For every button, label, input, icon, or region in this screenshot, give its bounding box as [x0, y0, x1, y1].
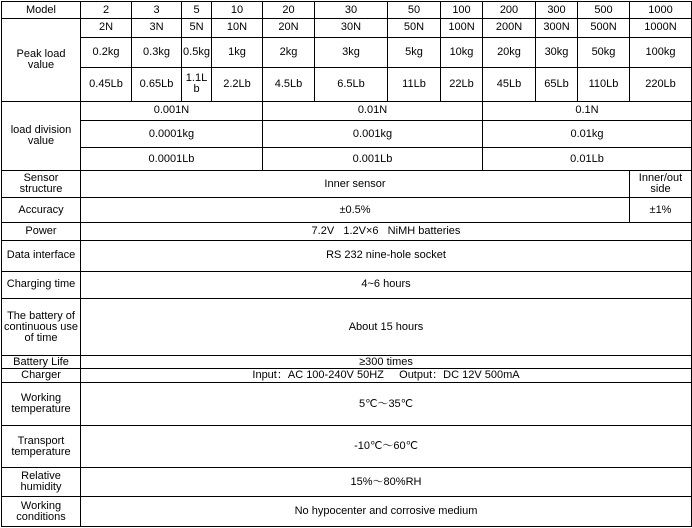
sensor-structure-row — [2, 170, 692, 197]
load-division-cell: 0.001Lb — [263, 148, 483, 170]
load-division-kg-row — [2, 121, 692, 148]
peak-load-cell: 50N — [388, 19, 441, 37]
peak-load-cell: 20kg — [483, 37, 536, 68]
peak-load-cell: 5N — [182, 19, 212, 37]
load-division-cell: 0.0001Lb — [81, 148, 263, 170]
charging-time-label: Charging time — [2, 271, 81, 298]
battery-continuous-label: The battery of continuous use of time — [2, 299, 81, 356]
model-cell: 300 — [536, 2, 578, 19]
peak-load-cell: 300N — [536, 19, 578, 37]
peak-load-lb-row — [2, 68, 692, 102]
working-conditions-value: No hypocenter and corrosive medium — [81, 497, 692, 527]
peak-load-cell: 22Lb — [441, 68, 483, 102]
peak-load-cell: 2kg — [263, 37, 315, 68]
peak-load-cell: 5kg — [388, 37, 441, 68]
peak-load-cell: 0.3kg — [132, 37, 182, 68]
charger-label: Charger — [2, 369, 81, 383]
model-cell: 30 — [315, 2, 388, 19]
charger-value: Input：AC 100-240V 50HZ Output：DC 12V 500mA — [81, 369, 692, 383]
peak-load-newton-row — [2, 19, 692, 37]
battery-life-value: ≥300 times — [81, 355, 692, 368]
battery-continuous-row — [2, 299, 692, 356]
model-row — [2, 2, 692, 19]
charging-time-row — [2, 271, 692, 298]
model-cell: 5 — [182, 2, 212, 19]
model-cell: 20 — [263, 2, 315, 19]
battery-life-row — [2, 355, 692, 368]
peak-load-cell: 11Lb — [388, 68, 441, 102]
load-division-cell: 0.0001kg — [81, 121, 263, 148]
peak-load-cell: 30kg — [536, 37, 578, 68]
transport-temperature-label: Transport temperature — [2, 426, 81, 468]
specification-table — [1, 1, 692, 527]
load-division-cell: 0.01N — [263, 101, 483, 120]
power-row — [2, 222, 692, 240]
peak-load-label: Peak load value — [2, 19, 81, 101]
peak-load-cell: 50kg — [578, 37, 630, 68]
model-cell: 3 — [132, 2, 182, 19]
working-temperature-row — [2, 383, 692, 426]
model-label: Model — [2, 2, 81, 19]
peak-load-cell: 100N — [441, 19, 483, 37]
power-value: 7.2V 1.2V×6 NiMH batteries — [81, 222, 692, 240]
load-division-lb-row — [2, 148, 692, 170]
working-temperature-label: Working temperature — [2, 383, 81, 426]
peak-load-cell: 20N — [263, 19, 315, 37]
peak-load-cell: 6.5Lb — [315, 68, 388, 102]
data-interface-label: Data interface — [2, 241, 81, 272]
data-interface-row — [2, 241, 692, 272]
peak-load-cell: 0.5kg — [182, 37, 212, 68]
model-cell: 10 — [212, 2, 263, 19]
load-division-cell: 0.001kg — [263, 121, 483, 148]
peak-load-cell: 2N — [81, 19, 132, 37]
load-division-cell: 0.001N — [81, 101, 263, 120]
peak-load-cell: 2.2Lb — [212, 68, 263, 102]
model-cell: 100 — [441, 2, 483, 19]
load-division-label: load division value — [2, 101, 81, 170]
relative-humidity-label: Relative humidity — [2, 467, 81, 497]
peak-load-cell: 220Lb — [630, 68, 692, 102]
peak-load-cell: 1kg — [212, 37, 263, 68]
sensor-structure-last-value: Inner/out side — [630, 170, 692, 197]
working-temperature-value: 5℃～35℃ — [81, 383, 692, 426]
peak-load-cell: 1000N — [630, 19, 692, 37]
peak-load-cell: 10kg — [441, 37, 483, 68]
peak-load-cell: 10N — [212, 19, 263, 37]
relative-humidity-value: 15%～80%RH — [81, 467, 692, 497]
model-cell: 200 — [483, 2, 536, 19]
peak-load-cell: 0.65Lb — [132, 68, 182, 102]
sensor-structure-label: Sensor structure — [2, 170, 81, 197]
peak-load-cell: 30N — [315, 19, 388, 37]
battery-life-label: Battery Life — [2, 355, 81, 368]
peak-load-cell: 100kg — [630, 37, 692, 68]
transport-temperature-value: -10℃～60℃ — [81, 426, 692, 468]
charging-time-value: 4~6 hours — [81, 271, 692, 298]
transport-temperature-row — [2, 426, 692, 468]
data-interface-value: RS 232 nine-hole socket — [81, 241, 692, 272]
peak-load-cell: 200N — [483, 19, 536, 37]
peak-load-cell: 4.5Lb — [263, 68, 315, 102]
peak-load-cell: 1.1Lb — [182, 68, 212, 102]
load-division-cell: 0.01kg — [483, 121, 692, 148]
accuracy-row — [2, 198, 692, 222]
model-cell: 2 — [81, 2, 132, 19]
peak-load-cell: 3kg — [315, 37, 388, 68]
accuracy-value: ±0.5% — [81, 198, 630, 222]
peak-load-cell: 110Lb — [578, 68, 630, 102]
accuracy-label: Accuracy — [2, 198, 81, 222]
sensor-structure-value: Inner sensor — [81, 170, 630, 197]
peak-load-cell: 3N — [132, 19, 182, 37]
charger-row — [2, 369, 692, 383]
peak-load-cell: 500N — [578, 19, 630, 37]
load-division-cell: 0.1N — [483, 101, 692, 120]
model-cell: 500 — [578, 2, 630, 19]
model-cell: 1000 — [630, 2, 692, 19]
working-conditions-row — [2, 497, 692, 527]
load-division-cell: 0.01Lb — [483, 148, 692, 170]
peak-load-kg-row — [2, 37, 692, 68]
peak-load-cell: 0.45Lb — [81, 68, 132, 102]
working-conditions-label: Working conditions — [2, 497, 81, 527]
peak-load-cell: 0.2kg — [81, 37, 132, 68]
power-label: Power — [2, 222, 81, 240]
load-division-newton-row — [2, 101, 692, 120]
peak-load-cell: 65Lb — [536, 68, 578, 102]
peak-load-cell: 45Lb — [483, 68, 536, 102]
battery-continuous-value: About 15 hours — [81, 299, 692, 356]
accuracy-last-value: ±1% — [630, 198, 692, 222]
model-cell: 50 — [388, 2, 441, 19]
relative-humidity-row — [2, 467, 692, 497]
